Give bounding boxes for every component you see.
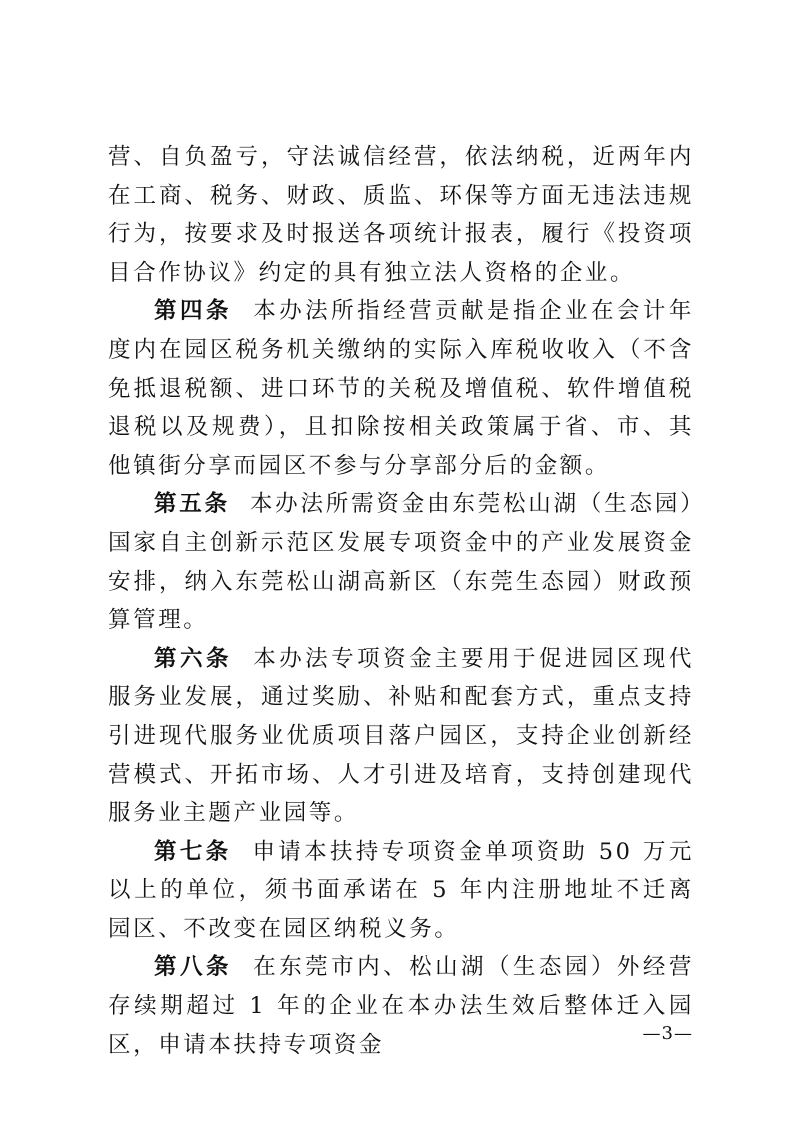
document-body [108,138,694,1064]
article-6-paragraph [108,640,694,833]
article-7-paragraph [108,833,694,949]
article-4-paragraph [108,292,694,485]
paragraph-text: 在东莞市内、松山湖（生态园）外经营存续期超过 1 年的企业在本办法生效后整体迁入园区，申请本扶持专项资金 [108,954,694,1058]
paragraph-text: 申请本扶持专项资金单项资助 50 万元以上的单位，须书面承诺在 5 年内注册地址不迁离园区、不改变在园区纳税义务。 [108,838,694,942]
article-number: 第五条 [154,491,230,518]
article-number: 第四条 [154,298,232,325]
page-number: —3— [642,1023,693,1044]
article-number: 第七条 [154,838,232,865]
article-8-paragraph [108,948,694,1064]
paragraph-continuation [108,138,694,292]
paragraph-text: 营、自负盈亏，守法诚信经营，依法纳税，近两年内在工商、税务、财政、质监、环保等方面无违法违规行为，按要求及时报送各项统计报表，履行《投资项目合作协议》约定的具有独立法人资格的企业。 [108,144,694,286]
paragraph-text: 本办法专项资金主要用于促进园区现代服务业发展，通过奖励、补贴和配套方式，重点支持引进现代服务业优质项目落户园区，支持企业创新经营模式、开拓市场、人才引进及培育，支持创建现代服务业主题产业园等。 [108,645,694,827]
paragraph-text: 本办法所需资金由东莞松山湖（生态园）国家自主创新示范区发展专项资金中的产业发展资金安排，纳入东莞松山湖高新区（东莞生态园）财政预算管理。 [108,491,694,634]
article-5-paragraph [108,485,694,639]
article-number: 第六条 [154,645,232,672]
paragraph-text: 本办法所指经营贡献是指企业在会计年度内在园区税务机关缴纳的实际入库税收收入（不含免抵退税额、进口环节的关税及增值税、软件增值税退税以及规费），且扣除按相关政策属于省、市、其他镇街分享而园区不参与分享部分后的金额。 [108,298,694,479]
article-number: 第八条 [154,954,232,981]
